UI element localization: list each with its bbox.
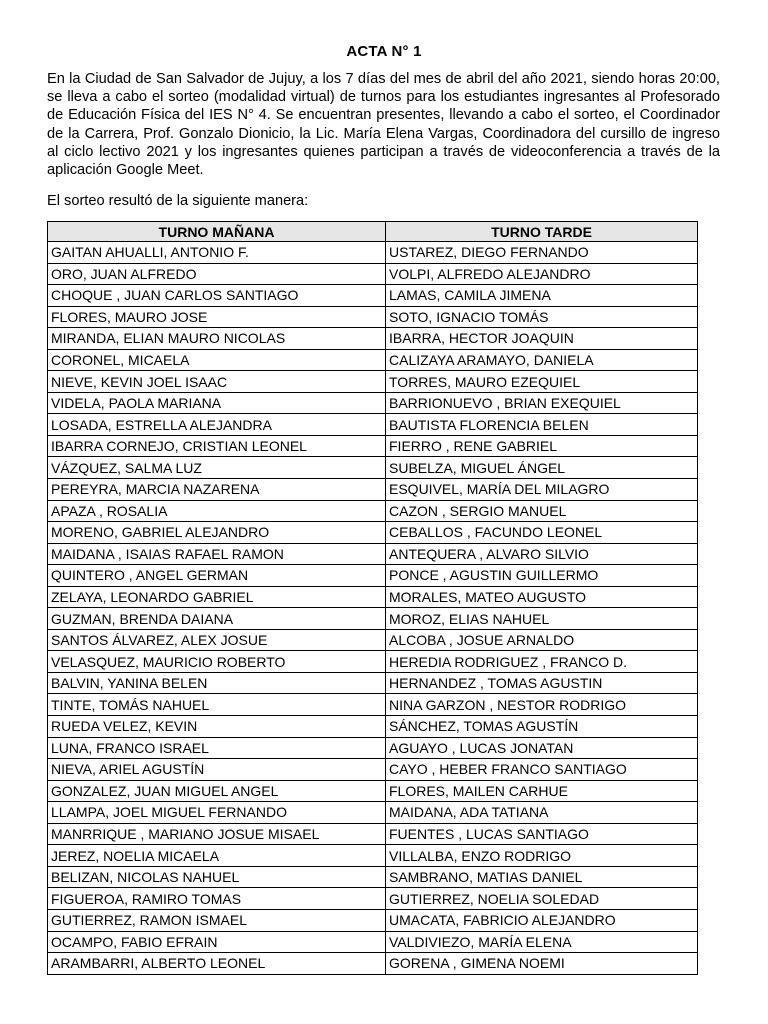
cell-turno-tarde: VOLPI, ALFREDO ALEJANDRO	[386, 263, 698, 285]
table-row	[48, 586, 698, 608]
cell-turno-manana: MORENO, GABRIEL ALEJANDRO	[48, 522, 386, 544]
table-row	[48, 629, 698, 651]
cell-turno-tarde: HEREDIA RODRIGUEZ , FRANCO D.	[386, 651, 698, 673]
table-row	[48, 608, 698, 630]
cell-turno-manana: NIEVA, ARIEL AGUSTÍN	[48, 759, 386, 781]
document-title: ACTA N° 1	[346, 43, 422, 60]
table-row	[48, 823, 698, 845]
table-row	[48, 759, 698, 781]
cell-turno-manana: TINTE, TOMÁS NAHUEL	[48, 694, 386, 716]
cell-turno-manana: SANTOS ÁLVAREZ, ALEX JOSUE	[48, 629, 386, 651]
table-row	[48, 565, 698, 587]
cell-turno-manana: QUINTERO , ANGEL GERMAN	[48, 565, 386, 587]
cell-turno-tarde: HERNANDEZ , TOMAS AGUSTIN	[386, 672, 698, 694]
cell-turno-tarde: LAMAS, CAMILA JIMENA	[386, 285, 698, 307]
cell-turno-manana: IBARRA CORNEJO, CRISTIAN LEONEL	[48, 435, 386, 457]
cell-turno-manana: FIGUEROA, RAMIRO TOMAS	[48, 888, 386, 910]
cell-turno-manana: CORONEL, MICAELA	[48, 349, 386, 371]
cell-turno-manana: MANRRIQUE , MARIANO JOSUE MISAEL	[48, 823, 386, 845]
cell-turno-tarde: MAIDANA, ADA TATIANA	[386, 802, 698, 824]
turnos-table	[47, 221, 698, 975]
cell-turno-manana: MIRANDA, ELIAN MAURO NICOLAS	[48, 328, 386, 350]
table-row	[48, 888, 698, 910]
table-row	[48, 500, 698, 522]
cell-turno-tarde: FIERRO , RENE GABRIEL	[386, 435, 698, 457]
cell-turno-manana: GUTIERREZ, RAMON ISMAEL	[48, 909, 386, 931]
cell-turno-manana: VELASQUEZ, MAURICIO ROBERTO	[48, 651, 386, 673]
cell-turno-tarde: FLORES, MAILEN CARHUE	[386, 780, 698, 802]
cell-turno-tarde: SUBELZA, MIGUEL ÁNGEL	[386, 457, 698, 479]
table-row	[48, 349, 698, 371]
cell-turno-tarde: FUENTES , LUCAS SANTIAGO	[386, 823, 698, 845]
cell-turno-manana: ARAMBARRI, ALBERTO LEONEL	[48, 953, 386, 975]
cell-turno-tarde: CAZON , SERGIO MANUEL	[386, 500, 698, 522]
cell-turno-tarde: ALCOBA , JOSUE ARNALDO	[386, 629, 698, 651]
table-row	[48, 435, 698, 457]
table-row	[48, 845, 698, 867]
table-row	[48, 543, 698, 565]
cell-turno-tarde: IBARRA, HECTOR JOAQUIN	[386, 328, 698, 350]
cell-turno-manana: ZELAYA, LEONARDO GABRIEL	[48, 586, 386, 608]
cell-turno-tarde: CAYO , HEBER FRANCO SANTIAGO	[386, 759, 698, 781]
cell-turno-tarde: CEBALLOS , FACUNDO LEONEL	[386, 522, 698, 544]
cell-turno-manana: GONZALEZ, JUAN MIGUEL ANGEL	[48, 780, 386, 802]
cell-turno-tarde: NINA GARZON , NESTOR RODRIGO	[386, 694, 698, 716]
table-row	[48, 263, 698, 285]
table-row	[48, 866, 698, 888]
cell-turno-manana: MAIDANA , ISAIAS RAFAEL RAMON	[48, 543, 386, 565]
table-row	[48, 328, 698, 350]
header-turno-manana: TURNO MAÑANA	[48, 222, 386, 242]
cell-turno-tarde: UMACATA, FABRICIO ALEJANDRO	[386, 909, 698, 931]
cell-turno-manana: CHOQUE , JUAN CARLOS SANTIAGO	[48, 285, 386, 307]
table-row	[48, 672, 698, 694]
cell-turno-tarde: GORENA , GIMENA NOEMI	[386, 953, 698, 975]
cell-turno-tarde: BARRIONUEVO , BRIAN EXEQUIEL	[386, 392, 698, 414]
table-row	[48, 909, 698, 931]
cell-turno-manana: APAZA , ROSALIA	[48, 500, 386, 522]
table-row	[48, 522, 698, 544]
cell-turno-manana: FLORES, MAURO JOSE	[48, 306, 386, 328]
cell-turno-manana: NIEVE, KEVIN JOEL ISAAC	[48, 371, 386, 393]
table-row	[48, 802, 698, 824]
cell-turno-manana: LOSADA, ESTRELLA ALEJANDRA	[48, 414, 386, 436]
table-row	[48, 306, 698, 328]
cell-turno-tarde: PONCE , AGUSTIN GUILLERMO	[386, 565, 698, 587]
cell-turno-manana: ORO, JUAN ALFREDO	[48, 263, 386, 285]
table-body	[48, 242, 698, 975]
cell-turno-manana: RUEDA VELEZ, KEVIN	[48, 716, 386, 738]
cell-turno-manana: BALVIN, YANINA BELEN	[48, 672, 386, 694]
cell-turno-tarde: MOROZ, ELIAS NAHUEL	[386, 608, 698, 630]
table-row	[48, 953, 698, 975]
cell-turno-tarde: ESQUIVEL, MARÍA DEL MILAGRO	[386, 479, 698, 501]
table-row	[48, 371, 698, 393]
cell-turno-manana: PEREYRA, MARCIA NAZARENA	[48, 479, 386, 501]
table-row	[48, 285, 698, 307]
cell-turno-manana: VÁZQUEZ, SALMA LUZ	[48, 457, 386, 479]
cell-turno-tarde: VILLALBA, ENZO RODRIGO	[386, 845, 698, 867]
table-header-row	[48, 222, 698, 242]
cell-turno-manana: LLAMPA, JOEL MIGUEL FERNANDO	[48, 802, 386, 824]
cell-turno-manana: JEREZ, NOELIA MICAELA	[48, 845, 386, 867]
cell-turno-tarde: TORRES, MAURO EZEQUIEL	[386, 371, 698, 393]
table-row	[48, 392, 698, 414]
table-row	[48, 931, 698, 953]
table-row	[48, 414, 698, 436]
table-row	[48, 716, 698, 738]
cell-turno-tarde: ANTEQUERA , ALVARO SILVIO	[386, 543, 698, 565]
cell-turno-manana: BELIZAN, NICOLAS NAHUEL	[48, 866, 386, 888]
header-turno-tarde: TURNO TARDE	[386, 222, 698, 242]
cell-turno-tarde: CALIZAYA ARAMAYO, DANIELA	[386, 349, 698, 371]
cell-turno-tarde: AGUAYO , LUCAS JONATAN	[386, 737, 698, 759]
cell-turno-manana: GAITAN AHUALLI, ANTONIO F.	[48, 242, 386, 264]
cell-turno-manana: OCAMPO, FABIO EFRAIN	[48, 931, 386, 953]
cell-turno-manana: LUNA, FRANCO ISRAEL	[48, 737, 386, 759]
cell-turno-tarde: GUTIERREZ, NOELIA SOLEDAD	[386, 888, 698, 910]
cell-turno-tarde: BAUTISTA FLORENCIA BELEN	[386, 414, 698, 436]
cell-turno-manana: VIDELA, PAOLA MARIANA	[48, 392, 386, 414]
cell-turno-tarde: SOTO, IGNACIO TOMÁS	[386, 306, 698, 328]
intro-text: El sorteo resultó de la siguiente manera:	[47, 193, 309, 209]
table-row	[48, 242, 698, 264]
cell-turno-tarde: SAMBRANO, MATIAS DANIEL	[386, 866, 698, 888]
cell-turno-manana: GUZMAN, BRENDA DAIANA	[48, 608, 386, 630]
table-row	[48, 457, 698, 479]
table-row	[48, 780, 698, 802]
document-paragraph: En la Ciudad de San Salvador de Jujuy, a los 7 días del mes de abril del año 2021, siendo horas 20:00, se lleva a cabo el sorteo (modalidad virtual) de turnos para los estudiantes ingresantes al Profesorado de Educación Física del IES N° 4. Se encuentran presentes, llevando a cabo el sorteo, el Coordinador de la Carrera, Prof. Gonzalo Dionicio, la Lic. María Elena Vargas, Coordinadora del cursillo de ingreso al ciclo lectivo 2021 y los ingresantes quienes participan a través de videoconferencia a través de la aplicación Google Meet.	[47, 71, 720, 179]
table-row	[48, 651, 698, 673]
table-row	[48, 479, 698, 501]
table-row	[48, 694, 698, 716]
table-row	[48, 737, 698, 759]
cell-turno-tarde: USTAREZ, DIEGO FERNANDO	[386, 242, 698, 264]
cell-turno-tarde: MORALES, MATEO AUGUSTO	[386, 586, 698, 608]
cell-turno-tarde: SÁNCHEZ, TOMAS AGUSTÍN	[386, 716, 698, 738]
cell-turno-tarde: VALDIVIEZO, MARÍA ELENA	[386, 931, 698, 953]
